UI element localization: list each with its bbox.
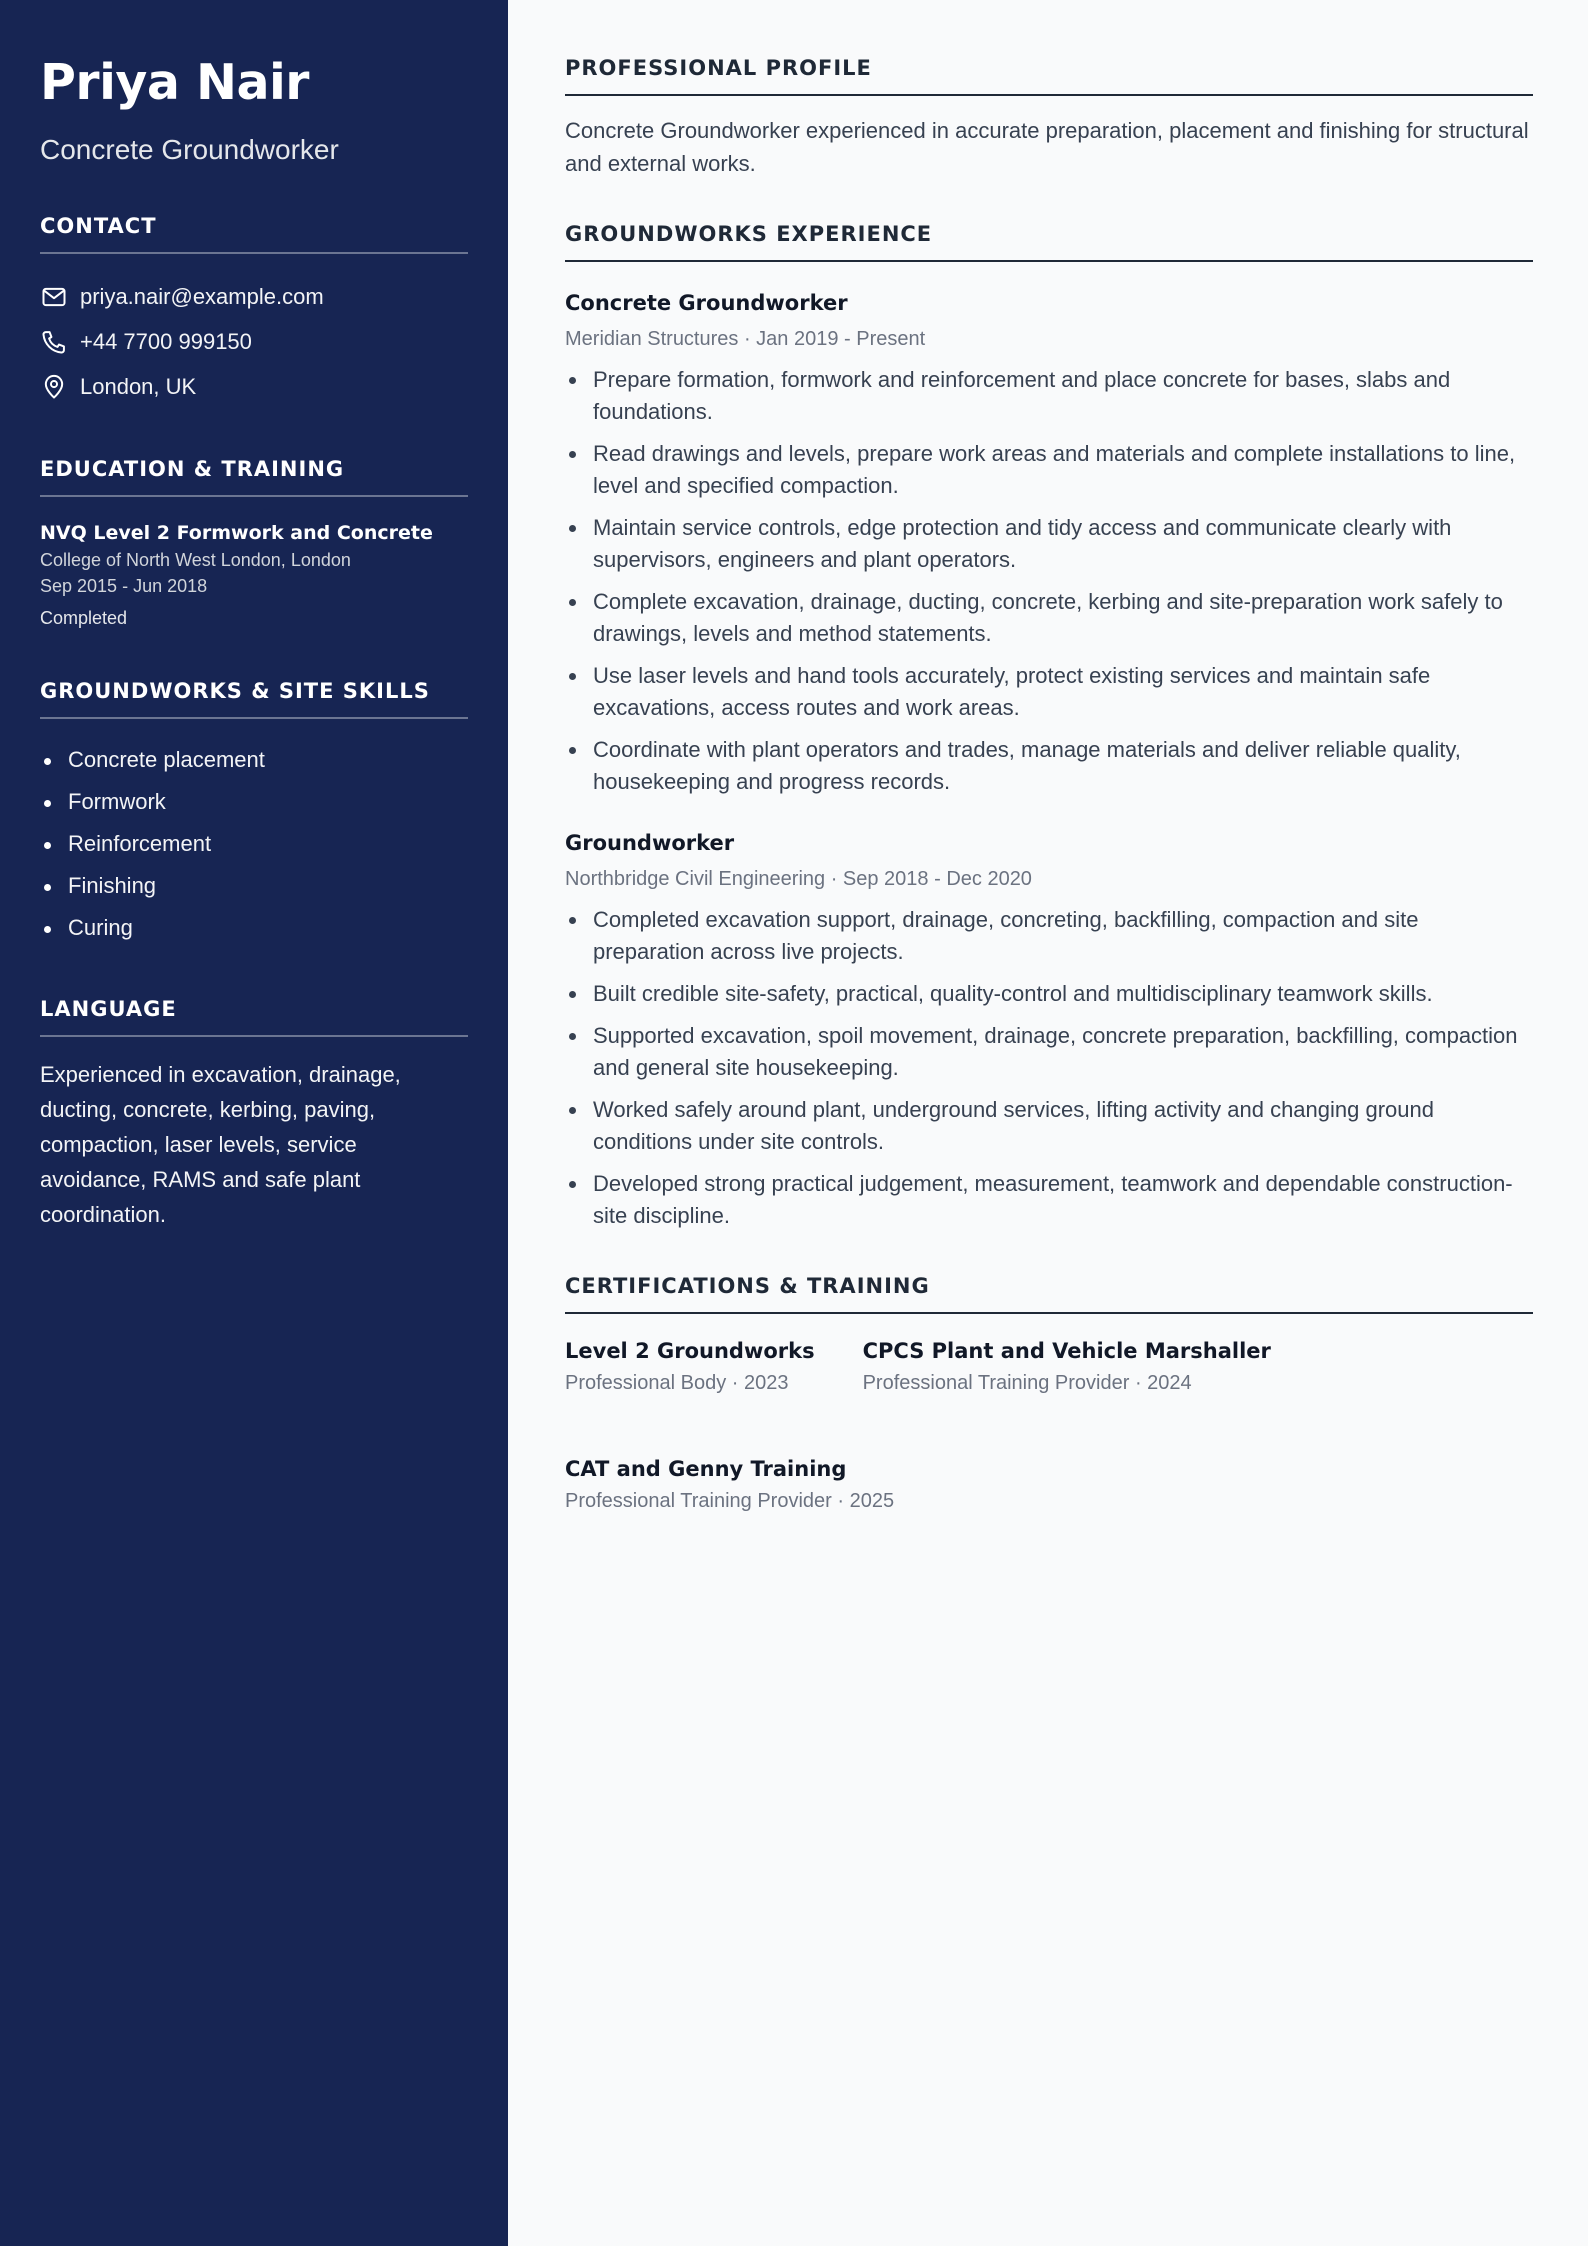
- profile-section: [565, 56, 1533, 180]
- education-title: NVQ Level 2 Formwork and Concrete: [40, 522, 433, 544]
- job-bullet: Complete excavation, drainage, ducting, concrete, kerbing and site-preparation work safely to drawings, levels and method statements.: [565, 586, 1533, 650]
- contact-heading: CONTACT: [40, 214, 468, 254]
- certification-item: [863, 1336, 1271, 1398]
- contact-email[interactable]: priya.nair@example.com: [80, 283, 324, 309]
- job-entry: [565, 288, 1533, 798]
- certification-meta: Professional Training Provider · 2024: [862, 1372, 1192, 1394]
- job-bullet: Completed excavation support, drainage, concreting, backfilling, compaction and site preparation across live projects.: [565, 904, 1533, 968]
- skill-item: Concrete placement: [40, 739, 468, 781]
- job-entry: [565, 828, 1533, 1232]
- location-pin-icon: [40, 373, 80, 401]
- certification-title: Level 2 Groundworks: [565, 1339, 815, 1363]
- certifications-list: [565, 1336, 1533, 1516]
- education-status: Completed: [40, 608, 128, 628]
- job-bullet: Coordinate with plant operators and trades, manage materials and deliver reliable quality, housekeeping and progress records.: [565, 734, 1533, 798]
- main-content: [565, 56, 1533, 1516]
- language-text: Experienced in excavation, drainage, ducting, concrete, kerbing, paving, compaction, laser levels, service avoidance, RAMS and safe plant coordination.: [40, 1062, 401, 1227]
- certification-item: [565, 1336, 815, 1398]
- certification-title: CAT and Genny Training: [565, 1457, 847, 1481]
- contact-phone[interactable]: +44 7700 999150: [80, 328, 252, 354]
- phone-icon: [40, 328, 80, 356]
- skill-item: Finishing: [40, 865, 468, 907]
- job-bullet: Worked safely around plant, underground services, lifting activity and changing ground conditions under site controls.: [565, 1094, 1533, 1158]
- job-meta: Meridian Structures · Jan 2019 - Present: [565, 328, 926, 350]
- skills-list: [40, 739, 468, 949]
- candidate-name: Priya Nair: [40, 54, 309, 111]
- contact-section: [40, 214, 468, 409]
- job-bullet: Maintain service controls, edge protection and tidy access and communicate clearly with supervisors, engineers and plant operators.: [565, 512, 1533, 576]
- job-bullet: Prepare formation, formwork and reinforcement and place concrete for bases, slabs and foundations.: [565, 364, 1533, 428]
- contact-location: London, UK: [80, 373, 197, 399]
- education-institution: College of North West London, London: [40, 550, 351, 570]
- job-bullets: [565, 364, 1533, 798]
- job-bullet: Use laser levels and hand tools accurately, protect existing services and maintain safe excavations, access routes and work areas.: [565, 660, 1533, 724]
- education-dates: Sep 2015 - Jun 2018: [40, 576, 208, 596]
- certifications-section: [565, 1274, 1533, 1516]
- sidebar: [0, 0, 508, 2246]
- certification-item: [565, 1454, 894, 1516]
- profile-text: Concrete Groundworker experienced in accurate preparation, placement and finishing for structural and external works.: [565, 118, 1529, 176]
- certification-meta: Professional Body · 2023: [565, 1372, 789, 1394]
- profile-heading: PROFESSIONAL PROFILE: [565, 56, 1533, 96]
- education-heading: EDUCATION & TRAINING: [40, 457, 468, 497]
- education-section: [40, 457, 468, 631]
- skills-section: [40, 679, 468, 949]
- contact-location-row: [40, 364, 468, 409]
- candidate-role: Concrete Groundworker: [40, 134, 339, 165]
- job-bullet: Read drawings and levels, prepare work areas and materials and complete installations to line, level and specified compaction.: [565, 438, 1533, 502]
- job-bullet: Developed strong practical judgement, measurement, teamwork and dependable construction-site discipline.: [565, 1168, 1533, 1232]
- job-meta: Northbridge Civil Engineering · Sep 2018 - Dec 2020: [565, 868, 1032, 890]
- contact-email-row: [40, 274, 468, 319]
- skill-item: Formwork: [40, 781, 468, 823]
- language-heading: LANGUAGE: [40, 997, 468, 1037]
- contact-phone-row: [40, 319, 468, 364]
- job-bullet: Built credible site-safety, practical, quality-control and multidisciplinary teamwork skills.: [565, 978, 1533, 1010]
- certifications-heading: CERTIFICATIONS & TRAINING: [565, 1274, 1533, 1314]
- job-title: Concrete Groundworker: [565, 291, 848, 315]
- skill-item: Curing: [40, 907, 468, 949]
- skill-item: Reinforcement: [40, 823, 468, 865]
- education-entry: [40, 519, 468, 631]
- certification-title: CPCS Plant and Vehicle Marshaller: [862, 1339, 1271, 1363]
- mail-icon: [40, 283, 80, 311]
- experience-heading: GROUNDWORKS EXPERIENCE: [565, 222, 1533, 262]
- certification-meta: Professional Training Provider · 2025: [565, 1490, 895, 1512]
- job-bullet: Supported excavation, spoil movement, drainage, concrete preparation, backfilling, compaction and general site housekeeping.: [565, 1020, 1533, 1084]
- skills-heading: GROUNDWORKS & SITE SKILLS: [40, 679, 468, 719]
- language-section: [40, 997, 468, 1232]
- job-title: Groundworker: [565, 831, 735, 855]
- job-bullets: [565, 904, 1533, 1232]
- contact-list: [40, 274, 468, 409]
- experience-section: [565, 222, 1533, 1232]
